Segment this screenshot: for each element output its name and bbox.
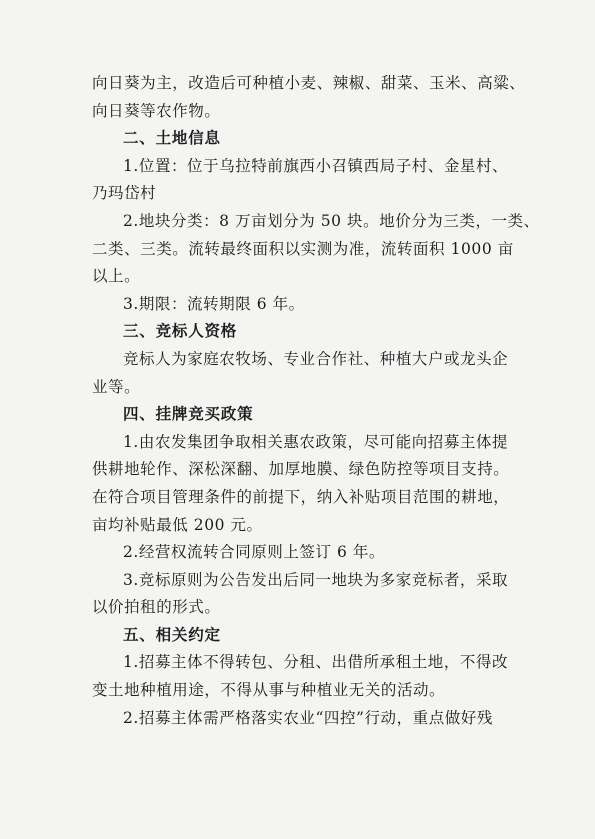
- body-text-line: 在符合项目管理条件的前提下，纳入补贴项目范围的耕地，: [92, 487, 510, 506]
- body-text-line: 3.期限：流转期限 6 年。: [123, 294, 305, 313]
- body-text-line: 2.经营权流转合同原则上签订 6 年。: [123, 543, 385, 562]
- body-text-line: 供耕地轮作、深松深翻、加厚地膜、绿色防控等项目支持。: [92, 460, 510, 479]
- body-text-line: 变土地种植用途，不得从事与种植业无关的活动。: [92, 681, 446, 700]
- body-text-line: 以上。: [92, 267, 141, 286]
- body-text-line: 竞标人为家庭农牧场、专业合作社、种植大户或龙头企: [123, 349, 509, 368]
- section-heading-related-agreements: 五、相关约定: [123, 625, 221, 644]
- body-text-line: 向日葵为主，改造后可种植小麦、辣椒、甜菜、玉米、高粱、: [92, 74, 526, 92]
- body-text-line: 2.地块分类：8 万亩划分为 50 块。地价分为三类，一类、: [123, 211, 540, 230]
- body-text-line: 以价拍租的形式。: [92, 598, 221, 617]
- section-heading-bidding-policy: 四、挂牌竞买政策: [123, 405, 254, 424]
- section-heading-bidder-qualification: 三、竞标人资格: [123, 322, 238, 341]
- body-text-line: 亩均补贴最低 200 元。: [92, 515, 263, 534]
- body-text-line: 3.竞标原则为公告发出后同一地块为多家竞标者，采取: [123, 570, 509, 589]
- body-text-line: 二类、三类。流转最终面积以实测为准，流转面积 1000 亩: [92, 239, 514, 258]
- body-text-line: 向日葵等农作物。: [92, 101, 221, 120]
- body-text-line: 1.招募主体不得转包、分租、出借所承租土地，不得改: [123, 653, 509, 672]
- body-text-line: 1.位置：位于乌拉特前旗西小召镇西局子村、金星村、: [123, 156, 509, 175]
- body-text-line: 业等。: [92, 377, 141, 396]
- body-text-line: 2.招募主体需严格落实农业“四控”行动，重点做好残: [123, 708, 493, 727]
- body-text-line: 1.由农发集团争取相关惠农政策，尽可能向招募主体提: [123, 432, 509, 451]
- section-heading-land-info: 二、土地信息: [123, 129, 221, 148]
- body-text-line: 乃玛岱村: [92, 184, 157, 203]
